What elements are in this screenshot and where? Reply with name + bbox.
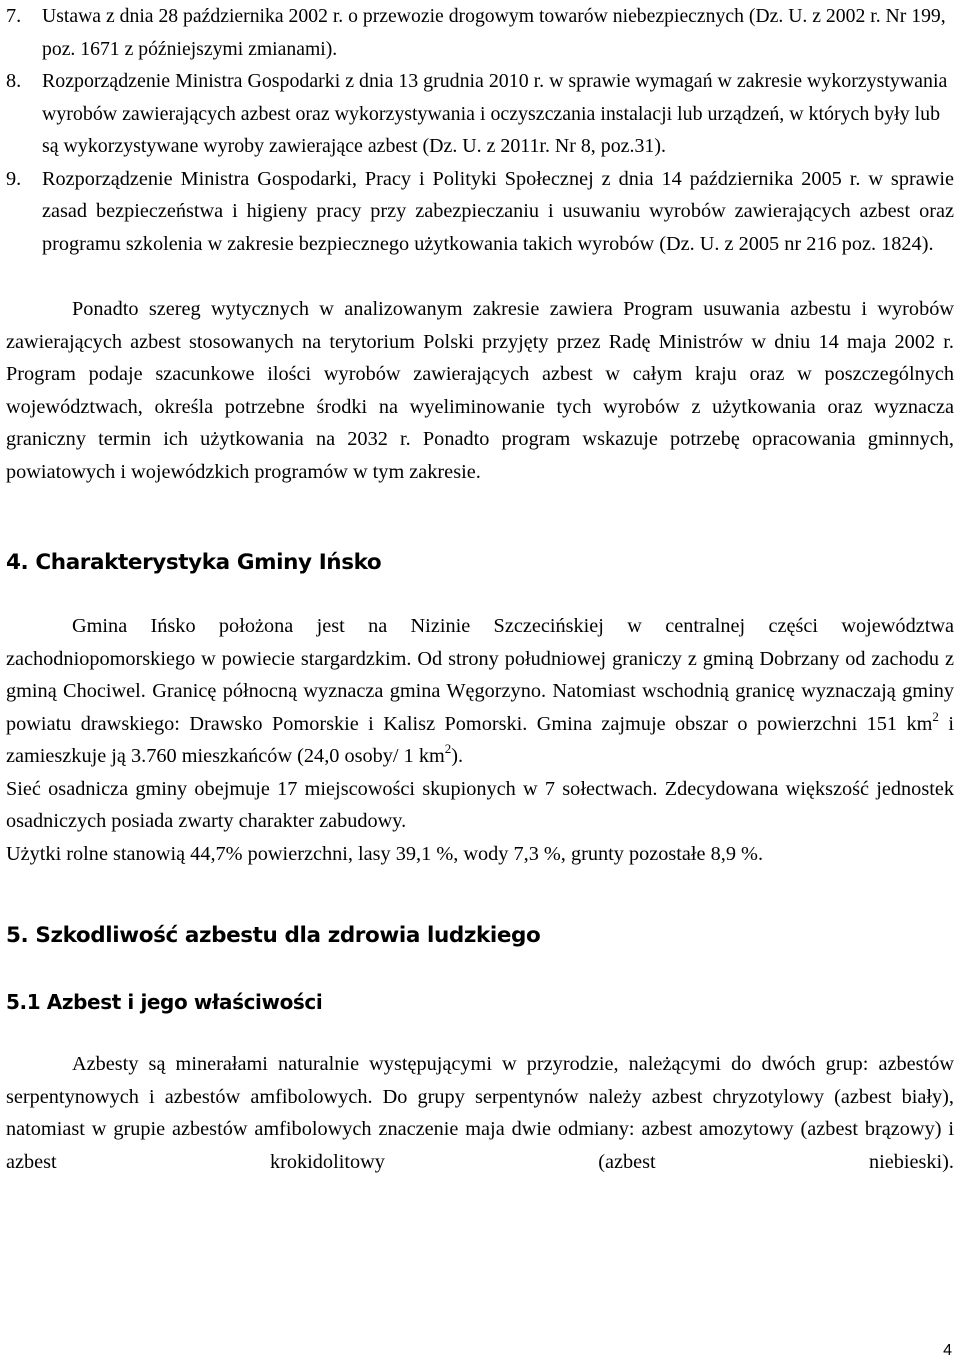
- intro-paragraph: Ponadto szereg wytycznych w analizowanym zakresie zawiera Program usuwania azbestu i wyrobów zawierających azbest stosowanych na terytorium Polski przyjęty przez Radę Ministrów w dniu 14 maja 2002 r. Program podaje szacunkowe ilości wyrobów zawierających azbest w całym kraju oraz w poszczególnych województwach, określa potrzebne środki na wyeliminowanie tych wyrobów z użytkowania oraz wyznacza graniczny termin ich użytkowania na 2032 r. Ponadto program wskazuje potrzebę opracowania gminnych, powiatowych i wojewódzkich programów w tym zakresie.: [6, 298, 954, 483]
- list-item-number: 7.: [6, 5, 22, 27]
- land-use-paragraph: Użytki rolne stanowią 44,7% powierzchni, lasy 39,1 %, wody 7,3 %, grunty pozostałe 8,9 %.: [6, 842, 764, 865]
- list-item: [6, 65, 954, 163]
- section-4-paragraph: [6, 610, 954, 773]
- document-page: [6, 0, 954, 1178]
- list-item-text: Ustawa z dnia 28 października 2002 r. o przewozie drogowym towarów niebezpiecznych (Dz. U. z 2002 r. Nr 199, poz. 1671 z późniejszymi zmianami).: [42, 5, 946, 60]
- list-item-text: Rozporządzenie Ministra Gospodarki z dnia 13 grudnia 2010 r. w sprawie wymagań w zakresie wykorzystywania wyrobów zawierających azbest oraz wykorzystywania i oczyszczania instalacji lub urządzeń, w których były lub są wykorzystywane wyroby zawierające azbest (Dz. U. z 2011r. Nr 8, poz.31).: [42, 70, 948, 157]
- superscript: 2: [932, 708, 939, 724]
- section-5-1-heading: 5.1 Azbest i jego właściwości: [6, 990, 323, 1014]
- settlement-paragraph: Sieć osadnicza gminy obejmuje 17 miejscowości skupionych w 7 sołectwach. Zdecydowana większość jednostek osadniczych posiada zwarty charakter zabudowy.: [6, 777, 954, 832]
- section-4-text-c: ).: [451, 745, 464, 767]
- page-number: 4: [943, 1342, 952, 1359]
- list-item-number: 8.: [6, 70, 22, 92]
- list-item-number: 9.: [6, 167, 22, 190]
- legal-acts-list: [6, 0, 954, 260]
- asbestos-paragraph: Azbesty są minerałami naturalnie występującymi w przyrodzie, należącymi do dwóch grup: azbestów serpentynowych i azbestów amfibolowych. Do grupy serpentynów należy azbest chryzotylowy (azbest biały), natomiast w grupie azbestów amfibolowych znaczenie maja dwie odmiany: azbest amozytowy (azbest brązowy) i azbest krokidolitowy (azbest niebieski).: [6, 1053, 954, 1173]
- superscript: 2: [444, 741, 452, 756]
- section-4-text-b: i zamieszkuje ją 3.760 mieszkańców (24,0 osoby/ 1 km: [6, 712, 954, 767]
- list-item: [6, 163, 954, 261]
- section-5-heading: 5. Szkodliwość azbestu dla zdrowia ludzkiego: [6, 923, 541, 948]
- list-item-text: Rozporządzenie Ministra Gospodarki, Pracy i Polityki Społecznej z dnia 14 października 2005 r. w sprawie zasad bezpieczeństwa i higieny pracy przy zabezpieczaniu i usuwaniu wyrobów zawierających azbest oraz programu szkolenia w zakresie bezpiecznego użytkowania takich wyrobów (Dz. U. z 2005 nr 216 poz. 1824).: [42, 167, 954, 255]
- section-4-text-a: Gmina Ińsko położona jest na Nizinie Szczecińskiej w centralnej części województwa zachodniopomorskiego w powiecie stargardzkim. Od strony południowej graniczy z gminą Dobrzany od zachodu z gminą Chociwel. Granicę północną wyznacza gmina Węgorzyno. Natomiast wschodnią granicę wyznaczają gminy powiatu drawskiego: Drawsko Pomorskie i Kalisz Pomorski. Gmina zajmuje obszar o powierzchni 151 km: [6, 615, 954, 735]
- list-item: [6, 0, 954, 65]
- section-4-heading: 4. Charakterystyka Gminy Ińsko: [6, 550, 382, 575]
